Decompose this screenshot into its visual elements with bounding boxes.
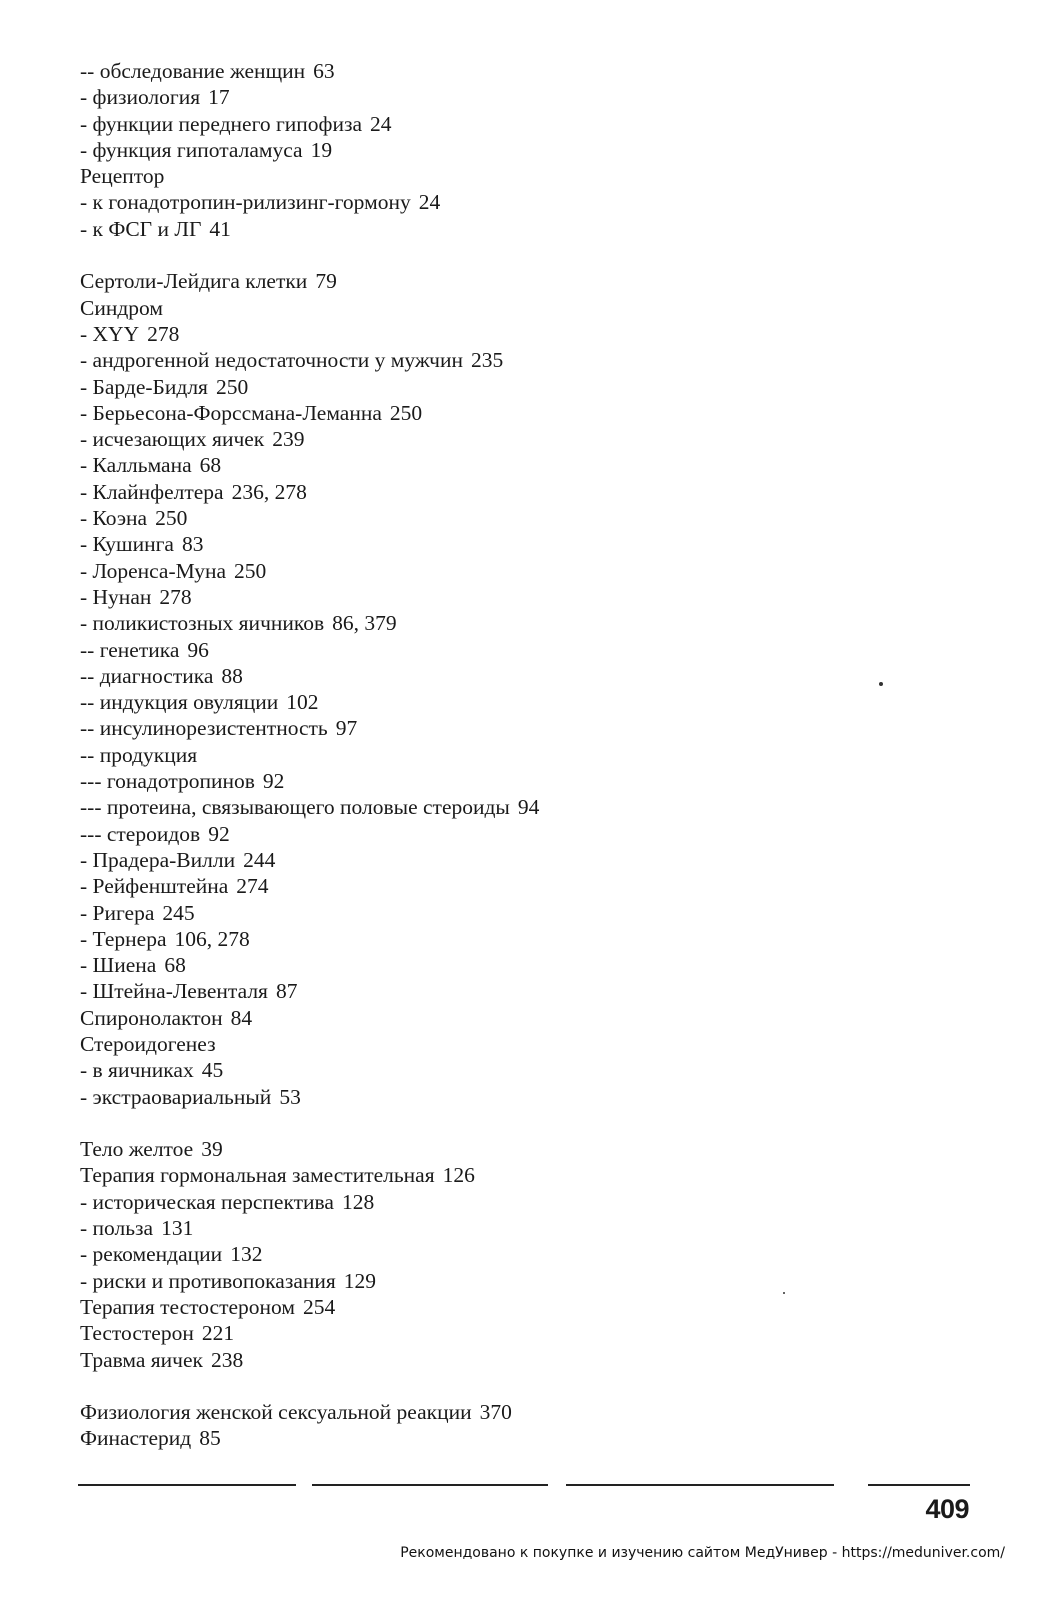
index-page-ref: 250 <box>234 558 267 583</box>
index-entry <box>80 216 720 242</box>
index-entry <box>80 400 720 426</box>
index-page-ref: 126 <box>442 1163 475 1188</box>
index-term: -- диагностика <box>80 663 214 688</box>
index-entry <box>80 978 720 1004</box>
footer-rule <box>312 1484 548 1486</box>
index-term: Синдром <box>80 295 163 320</box>
index-page-ref: 370 <box>479 1400 512 1425</box>
index-term: -- продукция <box>80 742 198 767</box>
index-entry <box>80 111 720 137</box>
index-entry <box>80 610 720 636</box>
index-term: - польза <box>80 1216 154 1241</box>
footer-watermark: Рекомендовано к покупке и изучению сайтом МедУнивер - https://meduniver.com/ <box>400 1545 1005 1561</box>
index-entry <box>80 847 720 873</box>
index-page-ref: 45 <box>201 1058 224 1083</box>
index-term: Финастерид <box>80 1426 192 1451</box>
index-term: Сертоли-Лейдига клетки <box>80 269 308 294</box>
index-term: -- индукция овуляции <box>80 690 279 715</box>
index-entry <box>80 952 720 978</box>
index-entry <box>80 137 720 163</box>
index-entry <box>80 926 720 952</box>
index-term: - Нунан <box>80 584 152 609</box>
index-entry <box>80 768 720 794</box>
index-term: Рецептор <box>80 164 165 189</box>
index-page-ref: 131 <box>161 1216 194 1241</box>
index-term: - Клайнфелтера <box>80 479 224 504</box>
index-term: - Тернера <box>80 926 167 951</box>
index-entry <box>80 637 720 663</box>
index-entry <box>80 1294 720 1320</box>
footer-rule <box>566 1484 834 1486</box>
index-term: - функции переднего гипофиза <box>80 111 363 136</box>
index-entry <box>80 163 720 189</box>
index-page-ref: 19 <box>310 137 333 162</box>
index-term: - исчезающих яичек <box>80 427 265 452</box>
index-entry <box>80 821 720 847</box>
index-entry <box>80 1268 720 1294</box>
footer-rule <box>868 1484 970 1486</box>
index-page-ref: 129 <box>343 1268 377 1293</box>
index-term: - Лоренса-Муна <box>80 558 227 583</box>
index-page-ref: 17 <box>208 85 230 110</box>
index-page-ref: 86, 379 <box>332 611 397 636</box>
index-page-ref: 250 <box>389 400 423 425</box>
index-page-ref: 53 <box>279 1084 301 1109</box>
index-page-ref: 221 <box>201 1321 235 1346</box>
index-entry <box>80 347 720 373</box>
index-page-ref: 235 <box>471 348 504 373</box>
index-gap <box>80 1110 720 1136</box>
index-page-ref: 250 <box>155 506 188 531</box>
index-term: - Шиена <box>80 953 157 978</box>
index-page-ref: 128 <box>341 1189 375 1214</box>
index-page-ref: 79 <box>315 269 337 294</box>
index-term: Спиронолактон <box>80 1005 223 1030</box>
index-entry <box>80 873 720 899</box>
index-entry <box>80 689 720 715</box>
index-term: Тело желтое <box>80 1137 194 1162</box>
scan-speck <box>879 682 883 686</box>
index-page-ref: 278 <box>147 321 180 346</box>
index-page-ref: 254 <box>303 1294 336 1319</box>
index-page-ref: 274 <box>236 874 269 899</box>
index-term: - функция гипоталамуса <box>80 137 303 162</box>
index-entry <box>80 715 720 741</box>
index-term: - риски и противопоказания <box>80 1268 336 1293</box>
index-page-ref: 87 <box>275 979 298 1004</box>
index-entry <box>80 452 720 478</box>
index-entry <box>80 1084 720 1110</box>
index-term: - Калльмана <box>80 453 192 478</box>
index-page-ref: 106, 278 <box>174 926 250 951</box>
index-entry <box>80 1057 720 1083</box>
index-term: -- инсулинорезистентность <box>80 716 328 741</box>
index-page-ref: 238 <box>210 1347 244 1372</box>
index-term: Травма яичек <box>80 1347 203 1372</box>
index-term: - Кушинга <box>80 532 174 557</box>
index-term: - Ригера <box>80 900 155 925</box>
index-term: --- протеина, связывающего половые стероиды <box>80 795 510 820</box>
index-entry <box>80 295 720 321</box>
index-term: Терапия тестостероном <box>80 1294 295 1319</box>
index-page-ref: 236, 278 <box>231 479 307 504</box>
index-term: - андрогенной недостаточности у мужчин <box>80 348 463 373</box>
index-term: Физиология женской сексуальной реакции <box>80 1400 472 1425</box>
index-term: Тестостерон <box>80 1321 194 1346</box>
index-page-ref: 85 <box>199 1426 221 1451</box>
index-entry <box>80 505 720 531</box>
index-entry <box>80 1031 720 1057</box>
index-entry <box>80 374 720 400</box>
index-term: - историческая перспектива <box>80 1189 334 1214</box>
index-term: --- стероидов <box>80 821 201 846</box>
index-page-ref: 278 <box>159 584 192 609</box>
index-entry <box>80 794 720 820</box>
index-page-ref: 102 <box>286 690 319 715</box>
index-term: - Прадера-Вилли <box>80 847 236 872</box>
index-entry <box>80 189 720 215</box>
subject-index <box>80 58 720 1452</box>
index-page-ref: 239 <box>272 427 305 452</box>
index-page-ref: 39 <box>201 1137 223 1162</box>
index-term: Терапия гормональная заместительная <box>80 1163 435 1188</box>
index-page-ref: 97 <box>335 716 358 741</box>
index-gap <box>80 1373 720 1399</box>
footer-rule <box>78 1484 296 1486</box>
index-entry <box>80 558 720 584</box>
index-page-ref: 68 <box>199 453 222 478</box>
index-entry <box>80 1241 720 1267</box>
index-entry <box>80 1136 720 1162</box>
index-entry <box>80 1320 720 1346</box>
index-entry <box>80 742 720 768</box>
index-page-ref: 132 <box>230 1242 263 1267</box>
index-entry <box>80 1162 720 1188</box>
index-page-ref: 24 <box>370 111 392 136</box>
index-term: --- гонадотропинов <box>80 769 255 794</box>
index-entry <box>80 1399 720 1425</box>
index-entry <box>80 268 720 294</box>
index-term: -- генетика <box>80 637 180 662</box>
index-page-ref: 244 <box>243 847 276 872</box>
index-entry <box>80 1425 720 1451</box>
index-entry <box>80 1005 720 1031</box>
index-term: - Рейфенштейна <box>80 874 229 899</box>
index-term: - экстраовариальный <box>80 1084 272 1109</box>
index-page-ref: 24 <box>418 190 441 215</box>
index-page-ref: 83 <box>181 532 204 557</box>
index-page-ref: 96 <box>187 637 209 662</box>
index-term: - Берьесона-Форссмана-Леманна <box>80 400 382 425</box>
index-page-ref: 63 <box>313 59 335 83</box>
index-entry <box>80 84 720 110</box>
index-gap <box>80 242 720 268</box>
scan-speck <box>783 1292 785 1294</box>
index-term: - Коэна <box>80 506 148 531</box>
index-term: - к ФСГ и ЛГ <box>80 216 202 241</box>
index-page-ref: 92 <box>262 769 285 794</box>
index-page-ref: 68 <box>164 953 186 978</box>
index-term: - физиология <box>80 85 201 110</box>
index-term: - в яичниках <box>80 1058 194 1083</box>
index-entry <box>80 321 720 347</box>
index-term: - Барде-Бидля <box>80 374 208 399</box>
index-entry <box>80 479 720 505</box>
index-page-ref: 84 <box>230 1005 253 1030</box>
index-page-ref: 245 <box>162 900 195 925</box>
index-term: - Штейна-Левенталя <box>80 979 268 1004</box>
index-entry <box>80 663 720 689</box>
index-entry <box>80 426 720 452</box>
index-entry <box>80 1189 720 1215</box>
index-page-ref: 250 <box>215 374 249 399</box>
index-term: - XYY <box>80 321 140 346</box>
index-term: - к гонадотропин-рилизинг-гормону <box>80 190 411 215</box>
index-entry <box>80 584 720 610</box>
index-term: Стероидогенез <box>80 1031 216 1056</box>
page-number: 409 <box>925 1494 969 1524</box>
index-term: - поликистозных яичников <box>80 611 325 636</box>
index-term: - рекомендации <box>80 1242 223 1267</box>
index-term: -- обследование женщин <box>80 59 306 83</box>
index-entry <box>80 1215 720 1241</box>
index-page-ref: 92 <box>208 821 230 846</box>
index-page-ref: 94 <box>517 795 540 820</box>
index-entry <box>80 1347 720 1373</box>
index-entry <box>80 900 720 926</box>
index-entry <box>80 531 720 557</box>
index-page-ref: 88 <box>221 663 243 688</box>
index-page-ref: 41 <box>209 216 231 241</box>
index-entry <box>80 58 720 84</box>
